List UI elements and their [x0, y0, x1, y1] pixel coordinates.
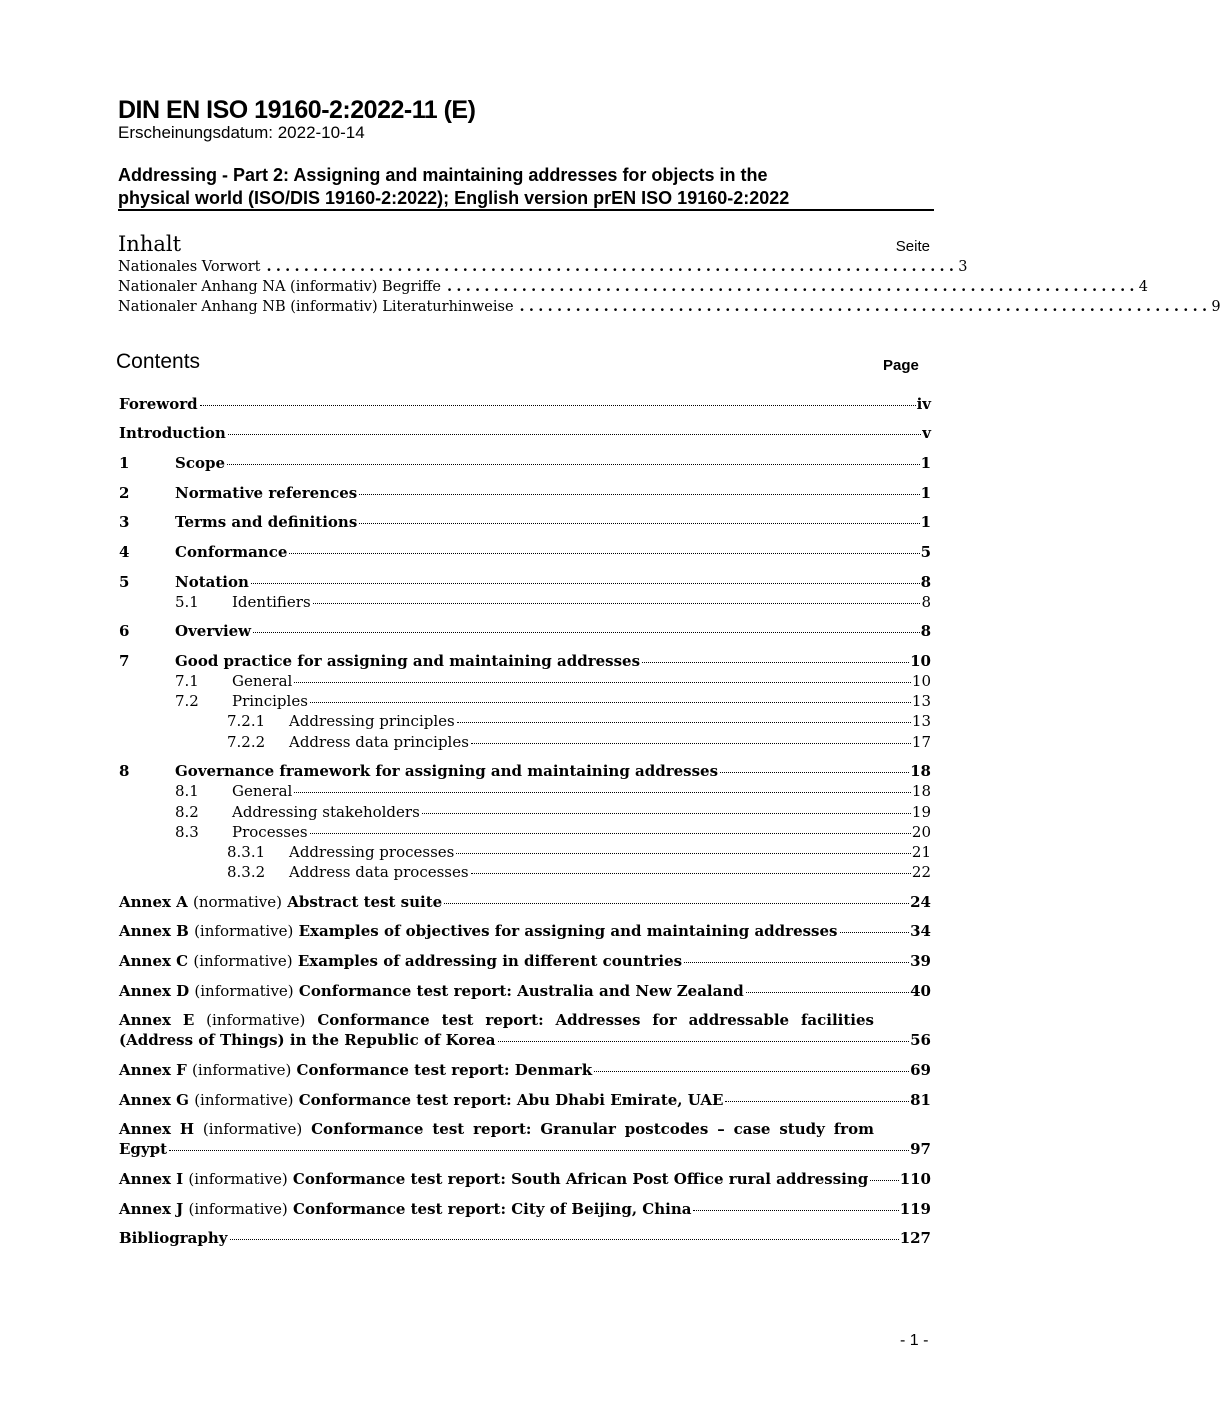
- toc-page: 8: [920, 622, 931, 640]
- annex-title: Examples of objectives for assigning and maintaining addresses: [298, 922, 838, 940]
- toc-page: 17: [911, 733, 931, 751]
- toc-title: Processes: [232, 823, 308, 841]
- toc-title: Foreword: [119, 395, 198, 413]
- inhalt-leader: ..........................................................................: [447, 278, 1139, 295]
- toc-number: 5.1: [175, 593, 199, 611]
- toc-number: 8.3.1: [227, 843, 266, 861]
- annex-prefix: Annex B: [119, 922, 189, 940]
- toc-page: iv: [916, 395, 931, 413]
- toc-leader: [227, 464, 920, 465]
- inhalt-entry-anhang-nb[interactable]: [118, 298, 1221, 318]
- inhalt-entry-page: 4: [1138, 279, 1149, 295]
- toc-title: [119, 1091, 723, 1109]
- toc-title: [119, 1061, 592, 1079]
- toc-title: Good practice for assigning and maintaining addresses: [175, 652, 641, 670]
- annex-note: (normative): [193, 893, 282, 911]
- toc-leader: [289, 553, 919, 554]
- annex-prefix: Annex A: [119, 893, 188, 911]
- annex-title: Conformance test report: Abu Dhabi Emirate, UAE: [298, 1091, 724, 1109]
- toc-title: Principles: [232, 692, 308, 710]
- inhalt-entry-title: Nationaler Anhang NA (informativ) Begriffe: [118, 279, 442, 295]
- toc-page: 110: [899, 1170, 931, 1188]
- seite-label: Seite: [895, 238, 930, 255]
- inhalt-entry-page: 9: [1211, 299, 1221, 315]
- toc-entry-addressing-processes[interactable]: [227, 843, 931, 863]
- toc-entry-annex-c[interactable]: [119, 952, 931, 972]
- toc-leader: [313, 603, 921, 604]
- annex-prefix: Annex I: [119, 1170, 184, 1188]
- inhalt-entry-vorwort[interactable]: [118, 258, 968, 278]
- toc-leader: [251, 583, 920, 584]
- toc-title: Conformance: [175, 543, 288, 561]
- toc-title: Introduction: [119, 424, 226, 442]
- page-label: Page: [883, 357, 919, 374]
- annex-note: (informative): [202, 1120, 303, 1138]
- toc-number: 5: [119, 573, 130, 591]
- document-id: DIN EN ISO 19160-2:2022-11 (E): [118, 96, 476, 124]
- title-divider: [118, 209, 934, 211]
- toc-entry-annex-e-line-2[interactable]: [119, 1031, 931, 1051]
- toc-leader: [253, 632, 919, 633]
- toc-page: 40: [910, 982, 931, 1000]
- toc-entry-governance-framework[interactable]: [119, 762, 931, 782]
- annex-note: (informative): [206, 1011, 306, 1029]
- inhalt-entry-title: Nationaler Anhang NB (informativ) Literaturhinweise: [118, 299, 514, 315]
- toc-page: 21: [911, 843, 931, 861]
- toc-entry-general-7-1[interactable]: [175, 672, 931, 692]
- inhalt-leader: ..........................................................................: [519, 298, 1212, 315]
- toc-leader: [294, 792, 911, 793]
- toc-page: 39: [910, 952, 931, 970]
- toc-title: [119, 922, 838, 940]
- annex-title: Conformance test report: Australia and New Zealand: [298, 982, 744, 1000]
- toc-page: 34: [910, 922, 931, 940]
- annex-prefix: Annex F: [119, 1061, 187, 1079]
- toc-entry-conformance[interactable]: [119, 543, 931, 563]
- toc-page: 10: [911, 672, 931, 690]
- toc-title: Address data principles: [289, 733, 469, 751]
- toc-entry-annex-b[interactable]: [119, 922, 931, 942]
- page-number: - 1 -: [900, 1332, 929, 1349]
- annex-note: (informative): [192, 1061, 292, 1079]
- toc-number: 7.2.2: [227, 733, 266, 751]
- toc-title: Scope: [175, 454, 226, 472]
- contents-heading: Contents: [116, 350, 201, 373]
- toc-page: 8: [921, 593, 931, 611]
- toc-page: 1: [920, 484, 931, 502]
- annex-prefix: Annex J: [119, 1200, 184, 1218]
- toc-title: (Address of Things) in the Republic of Korea: [119, 1031, 496, 1049]
- document-title: [118, 164, 918, 210]
- annex-title: Conformance test report: Denmark: [296, 1061, 593, 1079]
- toc-title: General: [232, 782, 293, 800]
- toc-number: 8.3.2: [227, 863, 266, 881]
- annex-note: (informative): [188, 1200, 288, 1218]
- toc-page: 1: [920, 513, 931, 531]
- toc-number: 8.3: [175, 823, 199, 841]
- toc-title: Notation: [175, 573, 249, 591]
- toc-leader: [169, 1150, 909, 1151]
- toc-entry-identifiers[interactable]: [175, 593, 931, 613]
- toc-entry-annex-d[interactable]: [119, 982, 931, 1002]
- toc-entry-annex-j[interactable]: [119, 1200, 931, 1220]
- annex-note: (informative): [188, 1170, 288, 1188]
- annex-title: Conformance test report: City of Beijing, China: [293, 1200, 692, 1218]
- toc-number: 4: [119, 543, 130, 561]
- toc-entry-foreword[interactable]: [119, 395, 931, 415]
- toc-leader: [456, 853, 911, 854]
- toc-title: General: [232, 672, 293, 690]
- toc-page: 56: [910, 1031, 931, 1049]
- toc-leader: [498, 1041, 910, 1042]
- toc-page: 127: [899, 1229, 931, 1247]
- toc-leader: [471, 743, 911, 744]
- toc-title: Governance framework for assigning and maintaining addresses: [175, 762, 719, 780]
- toc-number: 3: [119, 513, 130, 531]
- inhalt-entry-page: 3: [958, 259, 968, 275]
- toc-leader: [720, 772, 909, 773]
- toc-leader: [725, 1101, 909, 1102]
- toc-title: Terms and definitions: [175, 513, 358, 531]
- toc-entry-addressing-principles[interactable]: [227, 712, 931, 732]
- toc-entry-bibliography[interactable]: [119, 1229, 931, 1249]
- toc-entry-normative-references[interactable]: [119, 484, 931, 504]
- toc-page: 18: [911, 782, 931, 800]
- toc-leader: [684, 962, 909, 963]
- toc-entry-address-data-principles[interactable]: [227, 733, 931, 753]
- annex-note: (informative): [193, 952, 293, 970]
- toc-entry-notation[interactable]: [119, 573, 931, 593]
- toc-title: Bibliography: [119, 1229, 228, 1247]
- toc-entry-addressing-stakeholders[interactable]: [175, 803, 931, 823]
- toc-page: 24: [910, 893, 931, 911]
- toc-title: Addressing principles: [289, 712, 455, 730]
- toc-title: [119, 1170, 868, 1188]
- inhalt-leader: ..........................................................................: [266, 258, 959, 275]
- toc-leader: [594, 1071, 909, 1072]
- toc-page: 20: [911, 823, 931, 841]
- toc-leader: [310, 833, 911, 834]
- toc-title: Address data processes: [289, 863, 469, 881]
- inhalt-entry-title: Nationales Vorwort: [118, 259, 261, 275]
- toc-page: v: [922, 424, 931, 442]
- toc-title: Identifiers: [232, 593, 311, 611]
- toc-entry-annex-i[interactable]: [119, 1170, 931, 1190]
- toc-title: Egypt: [119, 1140, 168, 1158]
- toc-page: 8: [920, 573, 931, 591]
- toc-entry-good-practice[interactable]: [119, 652, 931, 672]
- toc-leader: [746, 992, 909, 993]
- toc-page: 81: [910, 1091, 931, 1109]
- toc-title: Normative references: [175, 484, 358, 502]
- toc-leader: [840, 932, 910, 933]
- toc-entry-processes[interactable]: [175, 823, 931, 843]
- toc-number: 7.1: [175, 672, 199, 690]
- toc-page: 69: [910, 1061, 931, 1079]
- document-title-line-1: Addressing - Part 2: Assigning and maintaining addresses for objects in the: [118, 165, 768, 185]
- inhalt-entry-anhang-na[interactable]: [118, 278, 1149, 298]
- toc-entry-annex-e-line-1[interactable]: [119, 1011, 874, 1029]
- toc-title: Addressing stakeholders: [232, 803, 420, 821]
- annex-title: Conformance test report: South African Post Office rural addressing: [292, 1170, 869, 1188]
- annex-note: (informative): [194, 982, 294, 1000]
- toc-leader: [359, 494, 919, 495]
- toc-entry-overview[interactable]: [119, 622, 931, 642]
- toc-number: 7.2: [175, 692, 199, 710]
- toc-leader: [422, 813, 911, 814]
- toc-title: [119, 952, 682, 970]
- toc-leader: [230, 1239, 899, 1240]
- toc-entry-terms-and-definitions[interactable]: [119, 513, 931, 533]
- toc-number: 1: [119, 454, 130, 472]
- toc-leader: [471, 873, 911, 874]
- annex-prefix: Annex C: [119, 952, 189, 970]
- annex-note: (informative): [194, 1091, 294, 1109]
- toc-page: 119: [899, 1200, 931, 1218]
- annex-title: Abstract test suite: [287, 893, 443, 911]
- toc-entry-scope[interactable]: [119, 454, 931, 474]
- toc-title: [119, 1200, 691, 1218]
- toc-page: 18: [910, 762, 931, 780]
- toc-leader: [294, 682, 911, 683]
- toc-leader: [200, 405, 916, 406]
- toc-title: [119, 893, 442, 911]
- inhalt-heading: Inhalt: [118, 232, 182, 256]
- toc-page: 13: [911, 712, 931, 730]
- toc-entry-annex-a[interactable]: [119, 893, 931, 913]
- toc-leader: [870, 1180, 898, 1181]
- toc-leader: [359, 523, 919, 524]
- toc-leader: [310, 702, 911, 703]
- toc-number: 7.2.1: [227, 712, 266, 730]
- annex-note: (informative): [194, 922, 294, 940]
- toc-page: 1: [920, 454, 931, 472]
- toc-entry-annex-g[interactable]: [119, 1091, 931, 1111]
- toc-leader: [693, 1210, 898, 1211]
- toc-number: 6: [119, 622, 130, 640]
- toc-entry-annex-f[interactable]: [119, 1061, 931, 1081]
- annex-title: Conformance test report: Addresses for addressable facilities: [317, 1011, 874, 1029]
- toc-entry-general-8-1[interactable]: [175, 782, 931, 802]
- toc-title: Addressing processes: [289, 843, 455, 861]
- toc-number: 7: [119, 652, 130, 670]
- toc-entry-introduction[interactable]: [119, 424, 931, 444]
- annex-title: Conformance test report: Granular postcodes – case study from: [311, 1120, 874, 1138]
- toc-page: 10: [910, 652, 931, 670]
- publication-date: Erscheinungsdatum: 2022-10-14: [118, 123, 365, 142]
- toc-entry-annex-h-line-2[interactable]: [119, 1140, 931, 1160]
- toc-page: 97: [910, 1140, 931, 1158]
- toc-number: 2: [119, 484, 130, 502]
- toc-page: 5: [920, 543, 931, 561]
- toc-leader: [228, 434, 921, 435]
- toc-number: 8.1: [175, 782, 199, 800]
- toc-leader: [642, 662, 909, 663]
- annex-title: Examples of addressing in different countries: [297, 952, 683, 970]
- toc-entry-address-data-processes[interactable]: [227, 863, 931, 883]
- toc-leader: [457, 722, 911, 723]
- toc-number: 8.2: [175, 803, 199, 821]
- toc-entry-principles[interactable]: [175, 692, 931, 712]
- annex-prefix: Annex D: [119, 982, 190, 1000]
- annex-prefix: Annex G: [119, 1091, 189, 1109]
- toc-number: 8: [119, 762, 130, 780]
- toc-page: 13: [911, 692, 931, 710]
- toc-page: 22: [911, 863, 931, 881]
- annex-prefix: Annex H: [119, 1120, 195, 1138]
- toc-page: 19: [911, 803, 931, 821]
- toc-leader: [444, 903, 909, 904]
- toc-title: Overview: [175, 622, 252, 640]
- toc-title: [119, 982, 744, 1000]
- document-title-line-2: physical world (ISO/DIS 19160-2:2022); English version prEN ISO 19160-2:2022: [118, 188, 790, 208]
- annex-prefix: Annex E: [119, 1011, 195, 1029]
- toc-entry-annex-h-line-1[interactable]: [119, 1120, 874, 1138]
